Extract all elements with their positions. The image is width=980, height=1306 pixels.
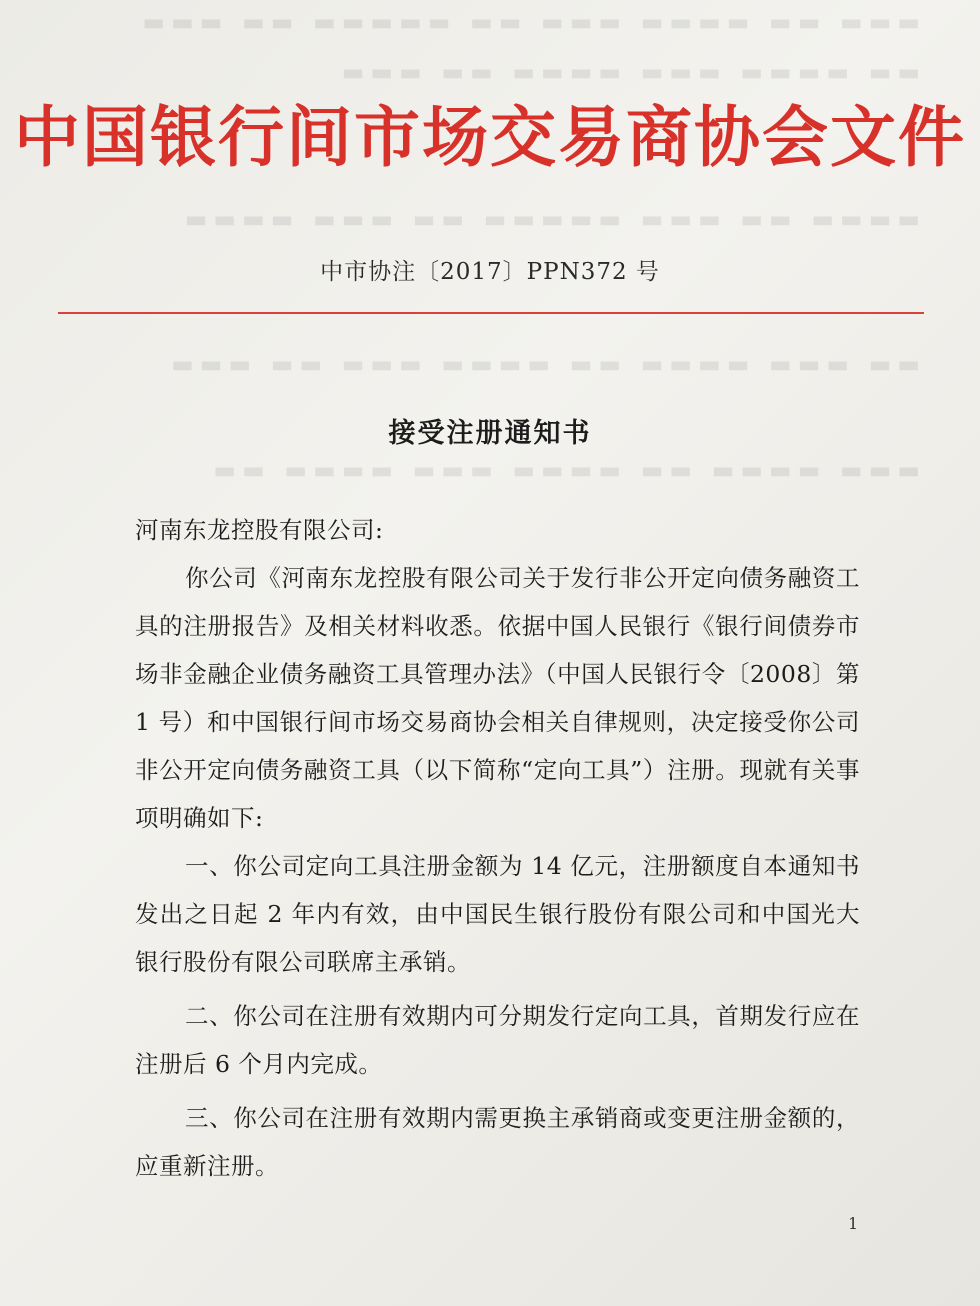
notice-body [135,506,860,1190]
body-paragraph-intro: 你公司《河南东龙控股有限公司关于发行非公开定向债务融资工具的注册报告》及相关材料收悉。依据中国人民银行《银行间债券市场非金融企业债务融资工具管理办法》（中国人民银行令〔2008〕第 1 号）和中国银行间市场交易商协会相关自律规则，决定接受你公司非公开定向债务融资工具（以下简称“定向工具”）注册。现就有关事项明确如下: [135,564,860,832]
notice-title: 接受注册通知书 [388,418,592,449]
bleed-through-texture: ▬▬ ▬▬▬ ▬▬▬▬ ▬▬ ▬▬▬▬ ▬▬▬ ▬▬ ▬▬▬ [165,350,920,378]
body-paragraph-item-2: 二、你公司在注册有效期内可分期发行定向工具，首期发行应在注册后 6 个月内完成。 [135,1002,860,1078]
bleed-through-texture: ▬▬▬▬ ▬▬ ▬▬▬ ▬▬▬▬▬ ▬▬ ▬▬▬ ▬▬▬▬ [178,205,920,233]
page-number: 1 [848,1214,859,1233]
addressee: 河南东龙控股有限公司: [135,516,384,544]
bleed-through-texture: ▬▬▬ ▬▬ ▬▬▬▬ ▬▬▬ ▬▬ ▬▬▬▬▬ ▬▬ ▬▬▬ [136,8,920,36]
letterhead-title: 中国银行间市场交易商协会文件 [14,99,966,176]
body-paragraph-item-3: 三、你公司在注册有效期内需更换主承销商或变更注册金额的，应重新注册。 [135,1104,860,1180]
body-paragraph-item-1: 一、你公司定向工具注册金额为 14 亿元，注册额度自本通知书发出之日起 2 年内有效，由中国民生银行股份有限公司和中国光大银行股份有限公司联席主承销。 [135,852,860,976]
bleed-through-texture: ▬▬▬ ▬▬▬▬ ▬▬ ▬▬▬▬ ▬▬▬ ▬▬▬▬ ▬▬ [207,456,920,484]
red-divider-line [58,312,924,314]
bleed-through-texture: ▬▬ ▬▬▬▬ ▬▬▬ ▬▬▬▬ ▬▬ ▬▬▬ [335,58,920,86]
document-number: 中市协注〔2017〕PPN372 号 [320,259,660,285]
